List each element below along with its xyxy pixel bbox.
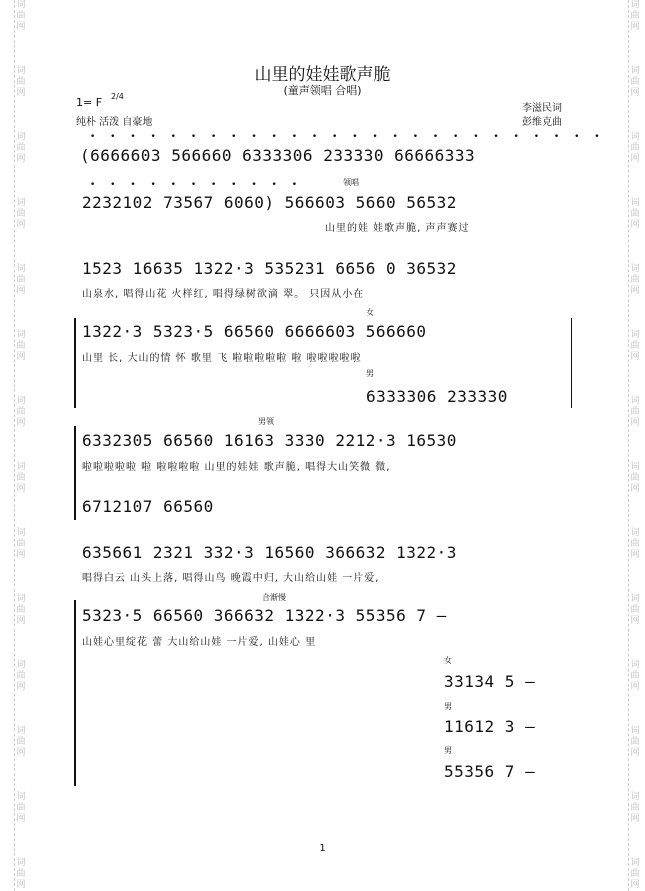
system-bracket	[74, 318, 76, 408]
barline	[571, 318, 572, 408]
watermark-text: 词 曲 网	[16, 198, 26, 230]
notation-line: 6712107 66560	[82, 497, 214, 516]
notation-line: 33134 5 —	[444, 672, 536, 691]
watermark-text: 词 曲 网	[16, 858, 26, 890]
lyrics-line: 山泉水, 唱得山花 火样红, 唱得绿树欲滴 翠。 只因从小在	[82, 289, 365, 300]
system-bracket	[74, 426, 76, 520]
system-bracket	[74, 600, 76, 786]
notation-line: 5323·5 66560 366632 1322·3 55356 7 —	[82, 606, 447, 625]
watermark-text: 词 曲 网	[630, 660, 640, 692]
watermark-text: 词 曲 网	[630, 0, 640, 32]
watermark-text: 词 曲 网	[16, 660, 26, 692]
tempo-marking: 纯朴 活泼 自豪地	[76, 117, 153, 128]
watermark-text: 词 曲 网	[630, 330, 640, 362]
watermark-text: 词 曲 网	[630, 528, 640, 560]
lyrics-line: 山里 长, 大山的情 怀 歌里 飞 啦啦啦啦啦 啦 啦啦啦啦啦	[82, 353, 362, 364]
song-subtitle: (童声领唱 合唱)	[283, 84, 362, 97]
page-number: 1	[319, 843, 326, 854]
notation-line: 1322·3 5323·5 66560 6666603 566660	[82, 322, 427, 341]
lyrics-line: 山娃心里绽花 蕾 大山给山娃 一片爱, 山娃心 里	[82, 637, 317, 648]
watermark-text: 词 曲 网	[16, 0, 26, 32]
part-mark: 领唱	[343, 178, 359, 187]
watermark-text: 词 曲 网	[16, 66, 26, 98]
watermark-text: 词 曲 网	[16, 330, 26, 362]
part-mark: 男领	[258, 417, 274, 426]
watermark-text: 词 曲 网	[630, 792, 640, 824]
part-mark: 男	[366, 369, 374, 378]
part-mark: 男	[444, 746, 452, 755]
watermark-text: 词 曲 网	[16, 396, 26, 428]
watermark-text: 词 曲 网	[630, 726, 640, 758]
lyrics-line: 唱得白云 山头上落, 唱得山鸟 晚霞中归, 大山给山娃 一片爱,	[82, 573, 380, 584]
watermark-text: 词 曲 网	[630, 198, 640, 230]
watermark-text: 词 曲 网	[630, 264, 640, 296]
octave-dots: • • • • • • • • • • • • • • • • • • • • • • • • • •	[90, 132, 606, 142]
watermark-text: 词 曲 网	[16, 726, 26, 758]
notation-line: (6666603 566660 6333306 233330 66666333	[80, 146, 476, 165]
lyrics-line: 山里的娃 娃歌声脆, 声声赛过	[325, 223, 470, 234]
song-title: 山里的娃娃歌声脆	[254, 65, 391, 85]
watermark-text: 词 曲 网	[16, 132, 26, 164]
watermark-text: 词 曲 网	[16, 528, 26, 560]
notation-line: 6333306 233330	[366, 387, 508, 406]
part-mark: 女	[444, 656, 452, 665]
watermark-text: 词 曲 网	[630, 396, 640, 428]
notation-line: 55356 7 —	[444, 762, 536, 781]
notation-line: 6332305 66560 16163 3330 2212·3 16530	[82, 431, 457, 450]
watermark-text: 词 曲 网	[630, 462, 640, 494]
watermark-text: 词 曲 网	[630, 132, 640, 164]
watermark-text: 词 曲 网	[630, 858, 640, 890]
notation-line: 2232102 73567 6060) 566603 5660 56532	[82, 193, 457, 212]
notation-line: 11612 3 —	[444, 717, 536, 736]
watermark-text: 词 曲 网	[16, 594, 26, 626]
composer-credit: 彭维克曲	[522, 117, 562, 128]
key-signature: 1= F	[76, 96, 103, 109]
watermark-text: 词 曲 网	[630, 66, 640, 98]
lyricist-credit: 李滋民词	[522, 103, 562, 114]
notation-line: 1523 16635 1322·3 535231 6656 0 36532	[82, 259, 457, 278]
notation-line: 635661 2321 332·3 16560 366632 1322·3	[82, 543, 457, 562]
watermark-text: 词 曲 网	[630, 594, 640, 626]
watermark-text: 词 曲 网	[16, 792, 26, 824]
watermark-text: 词 曲 网	[16, 462, 26, 494]
octave-dots: • • • • • • • • • • •	[90, 180, 304, 190]
watermark-text: 词 曲 网	[16, 264, 26, 296]
part-mark: 男	[444, 702, 452, 711]
lyrics-line: 啦啦啦啦啦 啦 啦啦啦啦 山里的娃娃 歌声脆, 唱得大山笑微 微,	[82, 462, 391, 473]
time-signature: 2/4	[111, 92, 124, 101]
part-mark: 女	[366, 308, 374, 317]
part-mark: 合渐慢	[262, 593, 286, 602]
